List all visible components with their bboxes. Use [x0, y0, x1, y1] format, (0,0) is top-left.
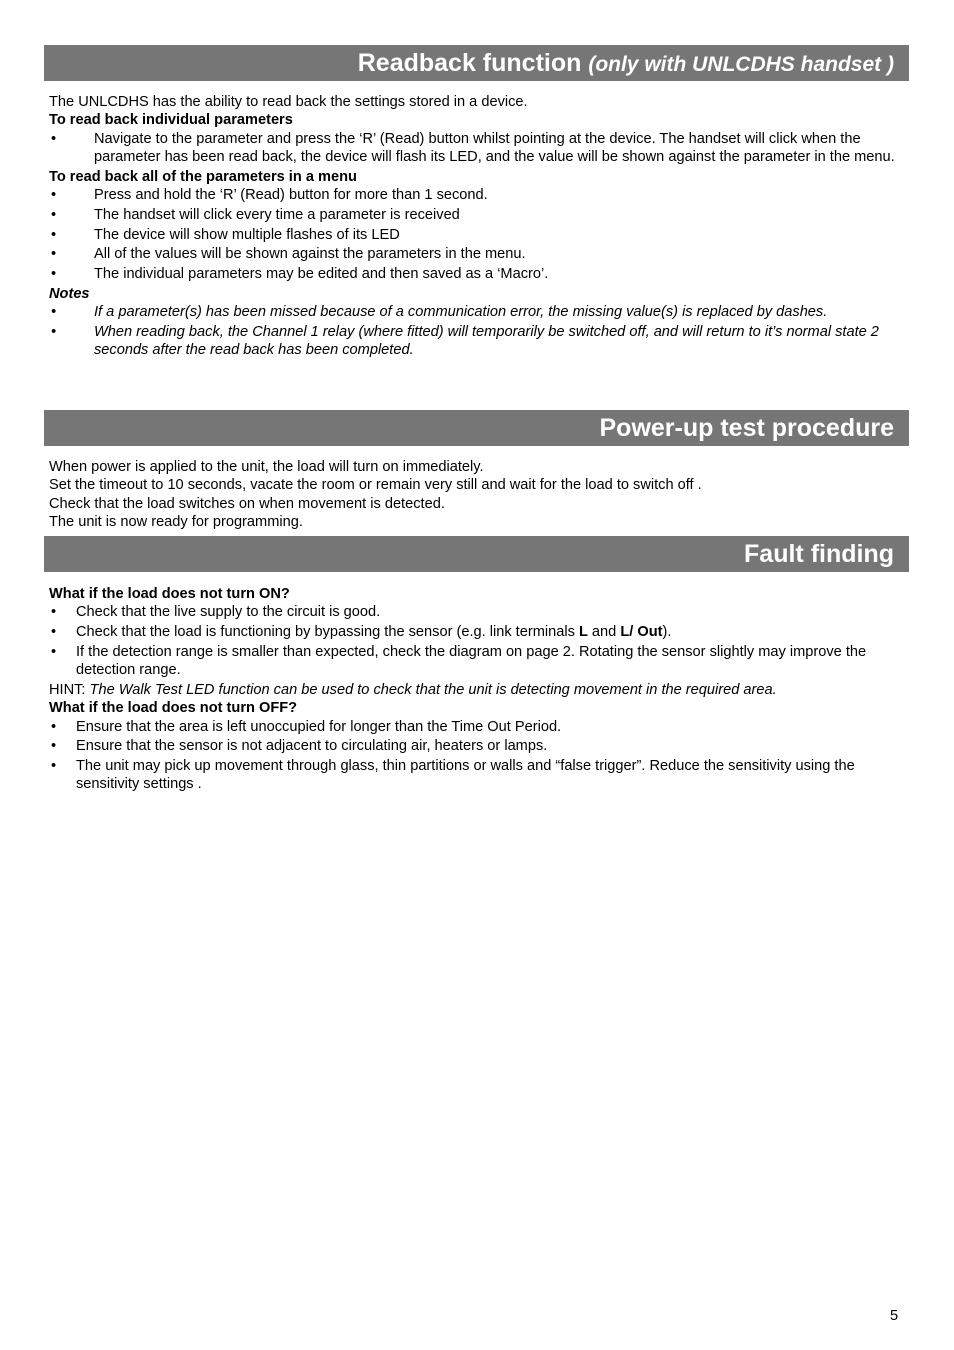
list-item [49, 623, 909, 641]
bullet-list [49, 718, 909, 794]
list-item-text: The individual parameters may be edited and then saved as a ‘Macro’. [94, 266, 549, 283]
bullet-icon: • [51, 130, 57, 147]
list-item [49, 245, 909, 263]
section-subtitle: (only with UNLCDHS handset ) [588, 53, 894, 76]
terminal-label: L/ Out [620, 624, 663, 641]
bullet-icon: • [51, 246, 57, 263]
bullet-icon: • [51, 738, 57, 755]
bullet-icon: • [51, 604, 57, 621]
bullet-icon: • [51, 718, 57, 735]
bullet-icon: • [51, 643, 57, 660]
subheading: To read back all of the parameters in a menu [49, 168, 357, 185]
list-item-text: Press and hold the ‘R’ (Read) button for more than 1 second. [94, 186, 488, 203]
bullet-icon: • [51, 304, 57, 321]
list-item-text: and [587, 624, 621, 641]
bullet-icon: • [51, 226, 57, 243]
list-item-text: Check that the load is functioning by bypassing the sensor (e.g. link terminals [76, 624, 579, 641]
bullet-list [49, 303, 909, 359]
list-item [49, 226, 909, 244]
list-item [49, 303, 909, 321]
subheading: What if the load does not turn ON? [49, 586, 290, 602]
list-item-text: The handset will click every time a parameter is received [94, 206, 460, 223]
subheading: Notes [49, 285, 90, 302]
subheading: What if the load does not turn OFF? [49, 700, 298, 717]
section-header-readback [44, 45, 909, 81]
list-item-text: The device will show multiple flashes of its LED [94, 226, 400, 243]
list-item-text: When reading back, the Channel 1 relay (where fitted) will temporarily be switched off, and will return to it’s normal state 2 seconds after the read back has been completed. [94, 324, 879, 359]
bullet-icon: • [51, 324, 57, 341]
section-header-fault [44, 536, 909, 572]
paragraph: The unit is now ready for programming. [49, 513, 303, 530]
list-item [49, 186, 909, 204]
bullet-icon: • [51, 624, 57, 641]
section-title: Readback function [357, 49, 589, 77]
list-item [49, 323, 909, 360]
list-item [49, 737, 909, 755]
hint-label: HINT: [49, 681, 90, 698]
bullet-icon: • [51, 758, 57, 775]
list-item-text: If the detection range is smaller than expected, check the diagram on page 2. Rotating the sensor slightly may improve the detection range. [76, 643, 867, 679]
bullet-list [49, 603, 909, 679]
section-header-powerup [44, 410, 909, 446]
paragraph: When power is applied to the unit, the load will turn on immediately. [49, 459, 484, 475]
list-item [49, 265, 909, 283]
bullet-list [49, 130, 909, 167]
hint-text: The Walk Test LED function can be used to check that the unit is detecting movement in the required area. [89, 681, 777, 698]
section-title: Fault finding [744, 540, 894, 568]
list-item-text: The unit may pick up movement through glass, thin partitions or walls and “false trigger”. Reduce the sensitivity using the sensitivity settings . [76, 758, 855, 793]
subheading: To read back individual parameters [49, 112, 293, 129]
fault-body [49, 585, 909, 795]
terminal-label: L [578, 624, 588, 641]
paragraph: The UNLCDHS has the ability to read back the settings stored in a device. [49, 94, 528, 110]
list-item [49, 130, 909, 167]
bullet-list [49, 186, 909, 283]
list-item-text: Navigate to the parameter and press the ‘R’ (Read) button whilst pointing at the device. The handset will click when the parameter has been read back, the device will flash its LED, and the value will be shown against the parameter in the menu. [94, 130, 895, 165]
section-title: Power-up test procedure [599, 414, 894, 442]
list-item-text: ). [662, 624, 672, 641]
bullet-icon: • [51, 206, 57, 223]
list-item-text: Ensure that the sensor is not adjacent to circulating air, heaters or lamps. [76, 738, 548, 755]
list-item-text: If a parameter(s) has been missed because of a communication error, the missing value(s) is replaced by dashes. [94, 304, 828, 321]
paragraph: Check that the load switches on when movement is detected. [49, 495, 445, 512]
list-item [49, 757, 909, 794]
page-number: 5 [890, 1308, 899, 1324]
list-item [49, 643, 909, 680]
list-item-text: Check that the live supply to the circuit is good. [76, 604, 381, 621]
list-item [49, 718, 909, 736]
hint-paragraph [49, 681, 909, 699]
list-item [49, 603, 909, 621]
list-item-text: All of the values will be shown against the parameters in the menu. [94, 246, 526, 263]
readback-body [49, 93, 909, 361]
list-item-text: Ensure that the area is left unoccupied for longer than the Time Out Period. [76, 718, 562, 735]
list-item [49, 206, 909, 224]
bullet-icon: • [51, 266, 57, 283]
powerup-body [49, 458, 909, 531]
paragraph: Set the timeout to 10 seconds, vacate the room or remain very still and wait for the load to switch off . [49, 477, 702, 494]
bullet-icon: • [51, 186, 57, 203]
